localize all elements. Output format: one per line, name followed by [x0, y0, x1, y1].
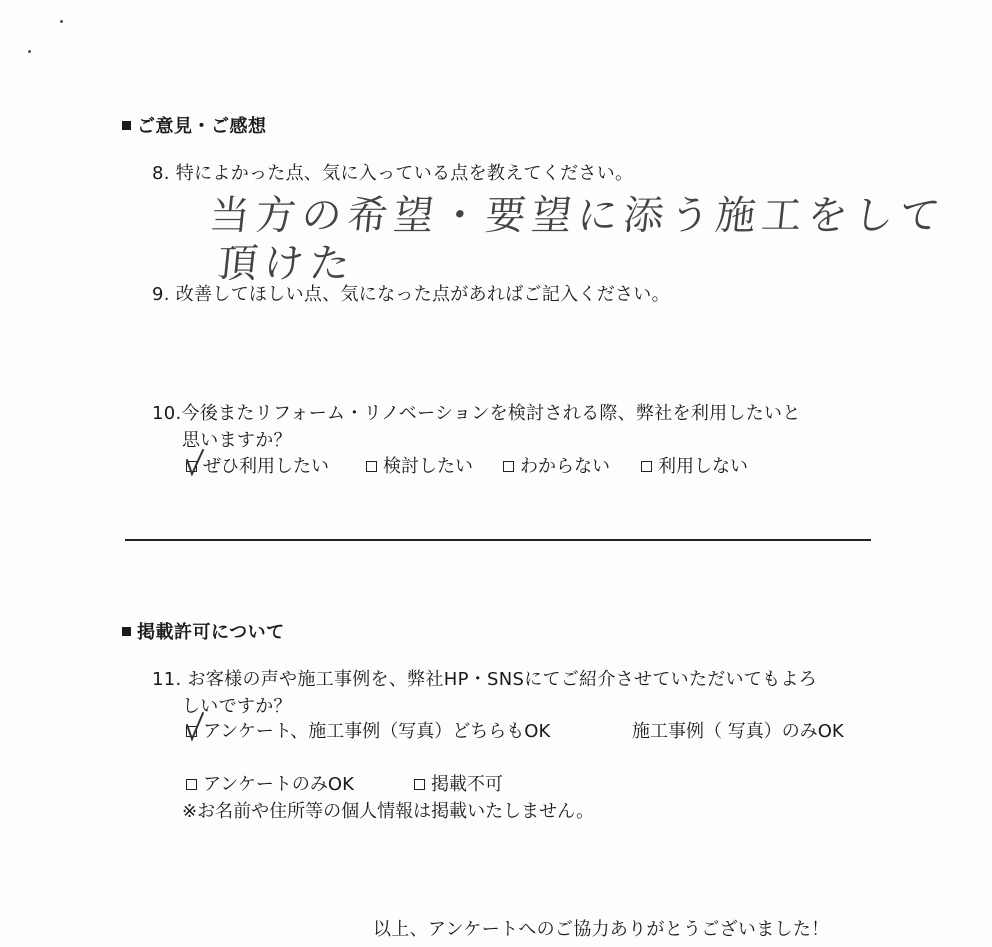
q10-option-label: わからない	[520, 456, 610, 477]
q11-option-label: アンケートのみOK	[203, 774, 354, 795]
q10-option-no[interactable]	[641, 452, 748, 478]
checkbox-icon[interactable]	[186, 779, 197, 790]
q11-option-label: 掲載不可	[431, 774, 503, 795]
checkbox-icon[interactable]	[414, 779, 425, 790]
square-bullet-icon	[122, 121, 131, 130]
check-mark-icon	[184, 448, 206, 478]
privacy-note: ※お名前や住所等の個人情報は掲載いたしません。	[182, 801, 595, 822]
square-bullet-icon	[122, 627, 131, 636]
question-8: 8. 特によかった点、気に入っている点を教えてください。	[152, 163, 634, 184]
handwritten-answer-line-1: 当方の希望・要望に添う施工をして	[207, 193, 949, 239]
q10-option-definitely[interactable]	[186, 452, 329, 478]
q10-option-label: ぜひ利用したい	[203, 456, 329, 477]
publish-section-heading	[122, 618, 285, 644]
question-9: 9. 改善してほしい点、気になった点があればご記入ください。	[152, 284, 670, 305]
question-10-line-2: 思いますか？	[182, 430, 292, 451]
section-divider	[125, 539, 871, 541]
feedback-section-heading	[122, 112, 267, 138]
q11-option-survey-only[interactable]	[186, 770, 354, 796]
checkbox-icon[interactable]	[503, 461, 514, 472]
q11-option-label: 施工事例（ 写真）のみOK	[632, 721, 844, 742]
publish-heading-text: 掲載許可について	[137, 622, 285, 643]
q11-option-photos-only[interactable]	[632, 717, 844, 743]
q11-option-label: アンケート、施工事例（写真）どちらもOK	[203, 721, 551, 742]
q10-option-unsure[interactable]	[503, 452, 610, 478]
check-mark-icon	[184, 711, 206, 743]
q10-option-label: 利用しない	[658, 456, 748, 477]
scan-speck	[60, 20, 63, 23]
question-10-line-1: 10.今後またリフォーム・リノベーションを検討される際、弊社を利用したいと	[152, 403, 801, 424]
checkbox-icon[interactable]	[366, 461, 377, 472]
q10-option-label: 検討したい	[383, 456, 473, 477]
question-11-line-1: 11. お客様の声や施工事例を、弊社HP・SNSにてご紹介させていただいてもよろ	[152, 669, 818, 690]
checkbox-icon[interactable]	[641, 461, 652, 472]
question-9-answer-area[interactable]	[180, 310, 860, 380]
feedback-heading-text: ご意見・ご感想	[137, 116, 267, 137]
q11-option-both[interactable]	[186, 717, 550, 743]
q11-option-not-allowed[interactable]	[414, 770, 503, 796]
question-11-line-2: しいですか？	[182, 696, 292, 717]
scan-speck	[28, 50, 31, 53]
closing-message: 以上、アンケートへのご協力ありがとうございました！	[373, 919, 830, 940]
handwritten-answer-line-2: 頂けた	[215, 241, 359, 287]
q10-option-consider[interactable]	[366, 452, 473, 478]
